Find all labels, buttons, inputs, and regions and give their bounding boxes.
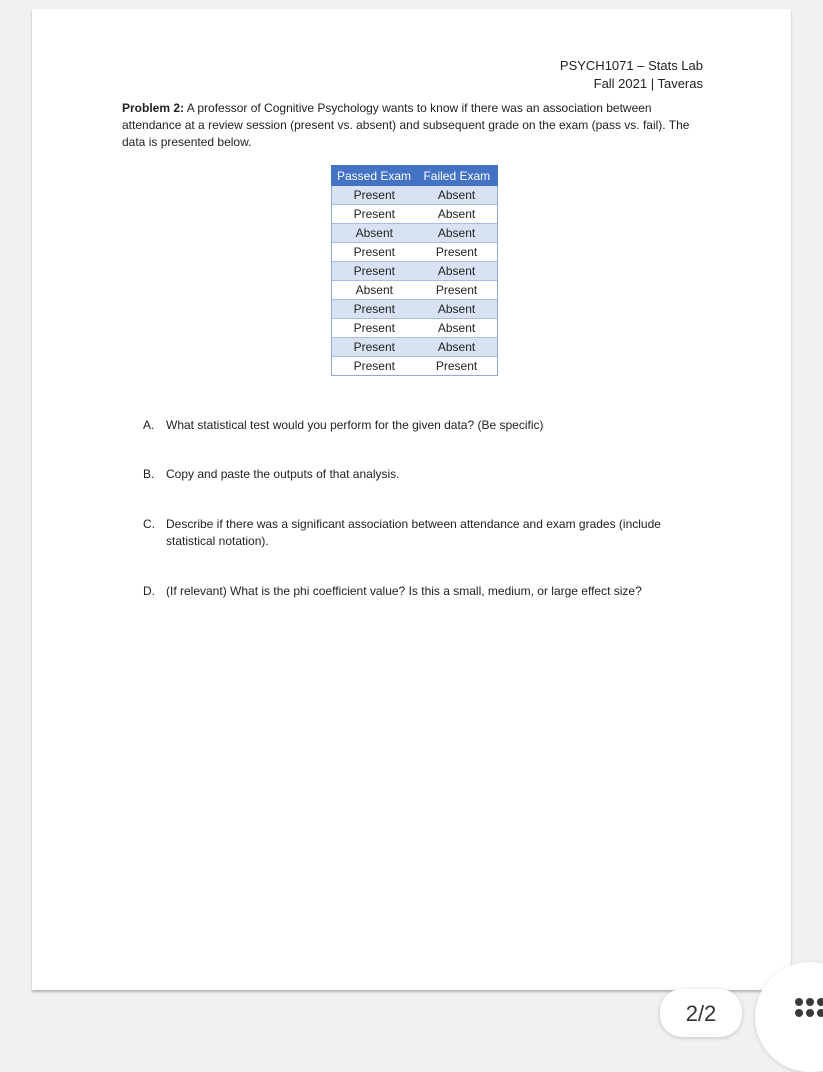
- question-letter: A.: [143, 418, 155, 432]
- course-title: PSYCH1071 – Stats Lab: [559, 58, 703, 73]
- table-cell: Absent: [332, 281, 417, 300]
- table-cell: Absent: [417, 319, 498, 338]
- table-cell: Present: [332, 338, 417, 357]
- table-cell: Present: [332, 186, 417, 205]
- question-text: Describe if there was a significant association between attendance and exam grades (include statistical notation).: [166, 517, 661, 548]
- table-cell: Absent: [417, 205, 498, 224]
- table-cell: Present: [332, 243, 417, 262]
- table-row: [332, 319, 498, 338]
- question-letter: C.: [143, 517, 155, 531]
- table-header-row: [332, 166, 498, 186]
- problem-statement: [122, 100, 712, 151]
- question-b: [143, 466, 703, 483]
- table-row: [332, 338, 498, 357]
- table-row: [332, 357, 498, 376]
- table-cell: Present: [417, 243, 498, 262]
- table-cell: Absent: [332, 224, 417, 243]
- column-header-passed: Passed Exam: [332, 166, 417, 186]
- table-cell: Absent: [417, 262, 498, 281]
- table-cell: Present: [332, 357, 417, 376]
- table-row: [332, 262, 498, 281]
- table-row: [332, 205, 498, 224]
- question-c: [143, 516, 703, 550]
- table-cell: Absent: [417, 300, 498, 319]
- table-cell: Present: [332, 205, 417, 224]
- data-table: [331, 165, 498, 376]
- table-row: [332, 186, 498, 205]
- question-letter: D.: [143, 584, 155, 598]
- table-cell: Absent: [417, 338, 498, 357]
- document-header: [560, 57, 703, 93]
- table-row: [332, 224, 498, 243]
- table-cell: Present: [332, 319, 417, 338]
- table-row: [332, 243, 498, 262]
- problem-label: Problem 2:: [122, 101, 185, 115]
- dots-grid-icon[interactable]: [795, 998, 823, 1024]
- document-page: [32, 9, 791, 990]
- table-cell: Present: [417, 357, 498, 376]
- question-d: [143, 583, 703, 600]
- table-cell: Absent: [417, 186, 498, 205]
- table-row: [332, 281, 498, 300]
- question-letter: B.: [143, 467, 155, 481]
- question-text: Copy and paste the outputs of that analysis.: [166, 467, 400, 481]
- table-cell: Present: [332, 300, 417, 319]
- page-indicator: 2/2: [660, 989, 742, 1037]
- question-text: What statistical test would you perform for the given data? (Be specific): [166, 418, 544, 432]
- table-cell: Present: [332, 262, 417, 281]
- table-row: [332, 300, 498, 319]
- problem-text: A professor of Cognitive Psychology wants to know if there was an association between attendance at a review session (present vs. absent) and subsequent grade on the exam (pass vs. fail). The data is presented below.: [122, 101, 690, 149]
- column-header-failed: Failed Exam: [417, 166, 498, 186]
- term-instructor: Fall 2021 | Taveras: [593, 76, 703, 91]
- question-a: [143, 417, 703, 434]
- table-cell: Present: [417, 281, 498, 300]
- table-cell: Absent: [417, 224, 498, 243]
- question-text: (If relevant) What is the phi coefficient value? Is this a small, medium, or large effect size?: [166, 584, 642, 598]
